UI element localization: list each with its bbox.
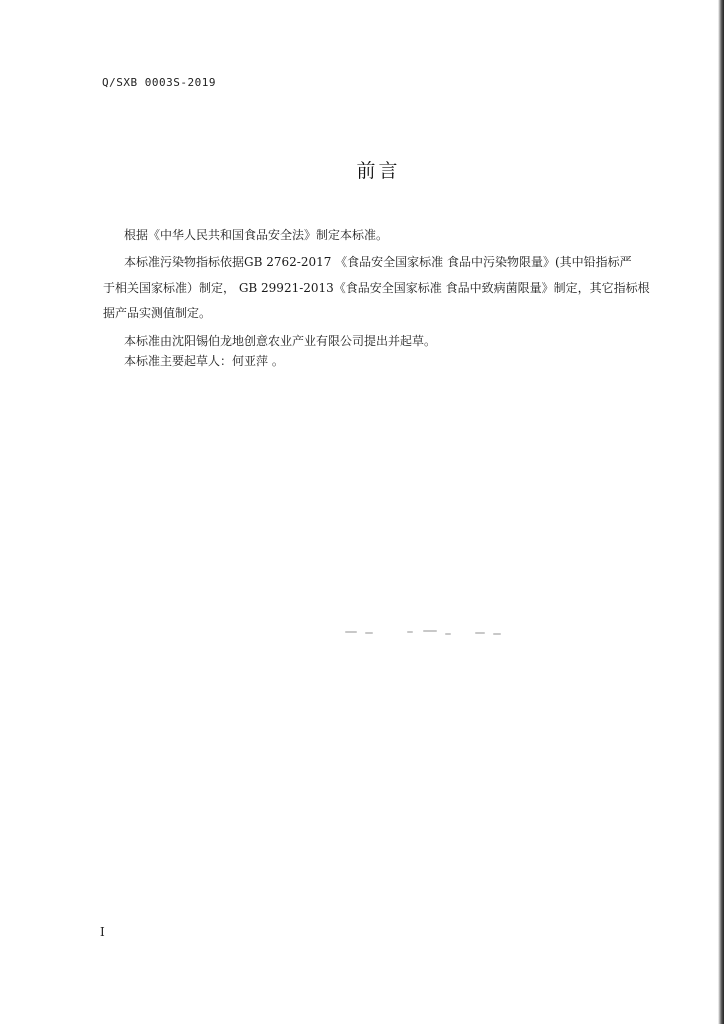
paragraph-contaminant-line-1: 本标准污染物指标依据GB 2762-2017 《食品安全国家标准 食品中污染物限量》(其中铅指标严 [124,255,632,269]
paragraph-drafting-org: 本标准由沈阳锡伯龙地创意农业产业有限公司提出并起草。 [124,334,437,348]
scan-edge [718,0,724,1024]
standard-code: Q/SXB 0003S-2019 [102,76,216,89]
paragraph-legal-basis: 根据《中华人民共和国食品安全法》制定本标准。 [124,228,389,242]
page-number: I [100,925,105,939]
page-title: 前言 [356,160,401,182]
paragraph-contaminant-line-2: 于相关国家标准）制定， GB 29921-2013《食品安全国家标准 食品中致病菌限量》制定，其它指标根 [103,281,650,295]
paragraph-drafter: 本标准主要起草人：何亚萍 。 [124,354,284,368]
scan-artifact [345,628,505,638]
paragraph-contaminant-line-3: 据产品实测值制定。 [103,306,212,320]
